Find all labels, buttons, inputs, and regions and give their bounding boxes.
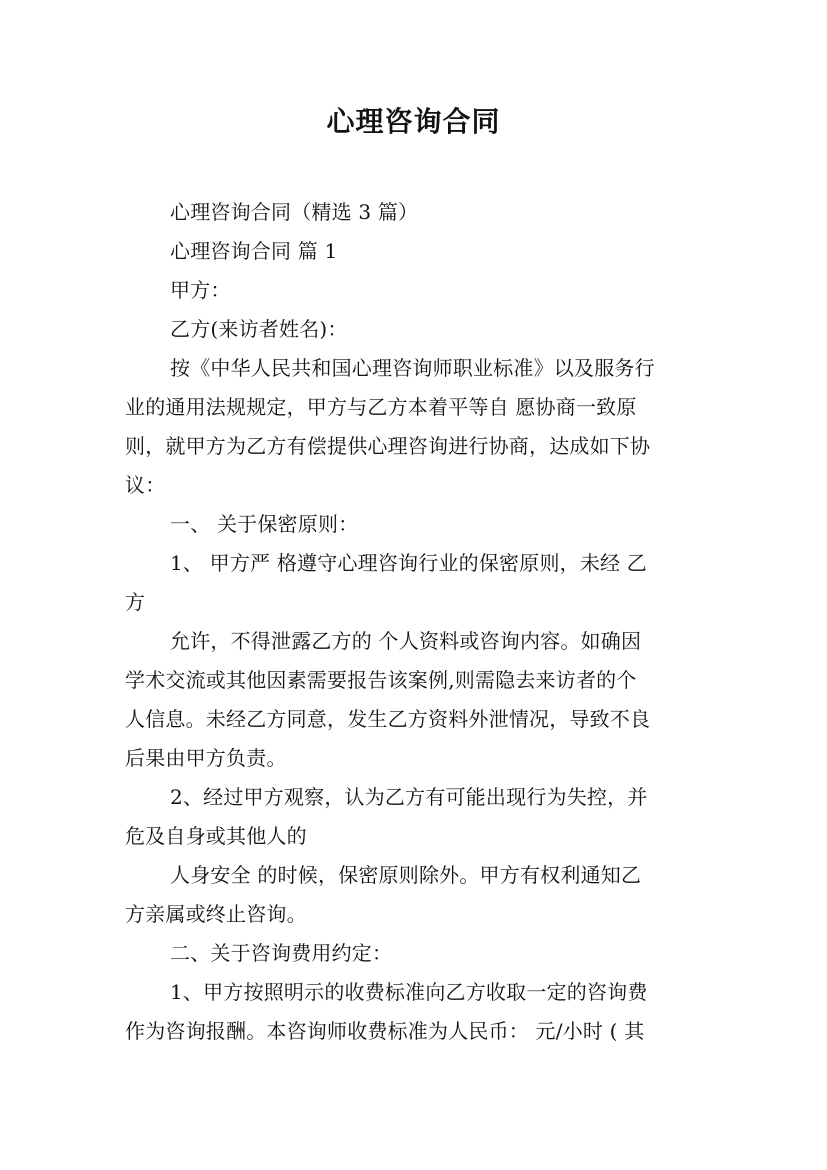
body-text-line: 按《中华人民共和国心理咨询师职业标准》以及服务行 [170,356,655,380]
party-b-line: 乙方(来访者姓名)： [170,317,348,341]
body-text-line: 议： [125,473,166,497]
clause-heading: 一、 关于保密原则： [170,512,359,536]
body-text-line: 2、经过甲方观察，认为乙方有可能出现行为失控，并 [170,785,648,809]
party-a-line: 甲方： [170,278,231,302]
body-text-line: 方亲属或终止咨询。 [125,902,307,926]
body-text-line: 学术交流或其他因素需要报告该案例,则需隐去来访者的个 [125,668,637,692]
body-text-line: 人身安全 的时候，保密原则除外。甲方有权利通知乙 [170,863,642,887]
clause-heading: 二、关于咨询费用约定： [170,941,393,965]
body-text-line: 业的通用法规规定，甲方与乙方本着平等自 愿协商一致原 [125,395,637,419]
body-text-line: 1、 甲方严 格遵守心理咨询行业的保密原则，未经 乙 [170,551,647,575]
body-text-line: 1、甲方按照明示的收费标准向乙方收取一定的咨询费 [170,980,648,1004]
body-text-line: 人信息。未经乙方同意，发生乙方资料外泄情况，导致不良 [125,707,651,731]
subtitle-line: 心理咨询合同（精选 3 篇） [170,200,419,224]
body-text-line: 则，就甲方为乙方有偿提供心理咨询进行协商，达成如下协 [125,434,651,458]
document-title: 心理咨询合同 [326,105,501,138]
section-heading: 心理咨询合同 篇 1 [170,239,338,263]
body-text-line: 方 [125,590,146,614]
body-text-line: 允许，不得泄露乙方的 个人资料或咨询内容。如确因 [170,629,642,653]
body-text-line: 作为咨询报酬。本咨询师收费标准为人民币： 元/小时 ( 其 [125,1019,645,1043]
body-text-line: 危及自身或其他人的 [125,824,307,848]
body-text-line: 后果由甲方负责。 [125,746,287,770]
